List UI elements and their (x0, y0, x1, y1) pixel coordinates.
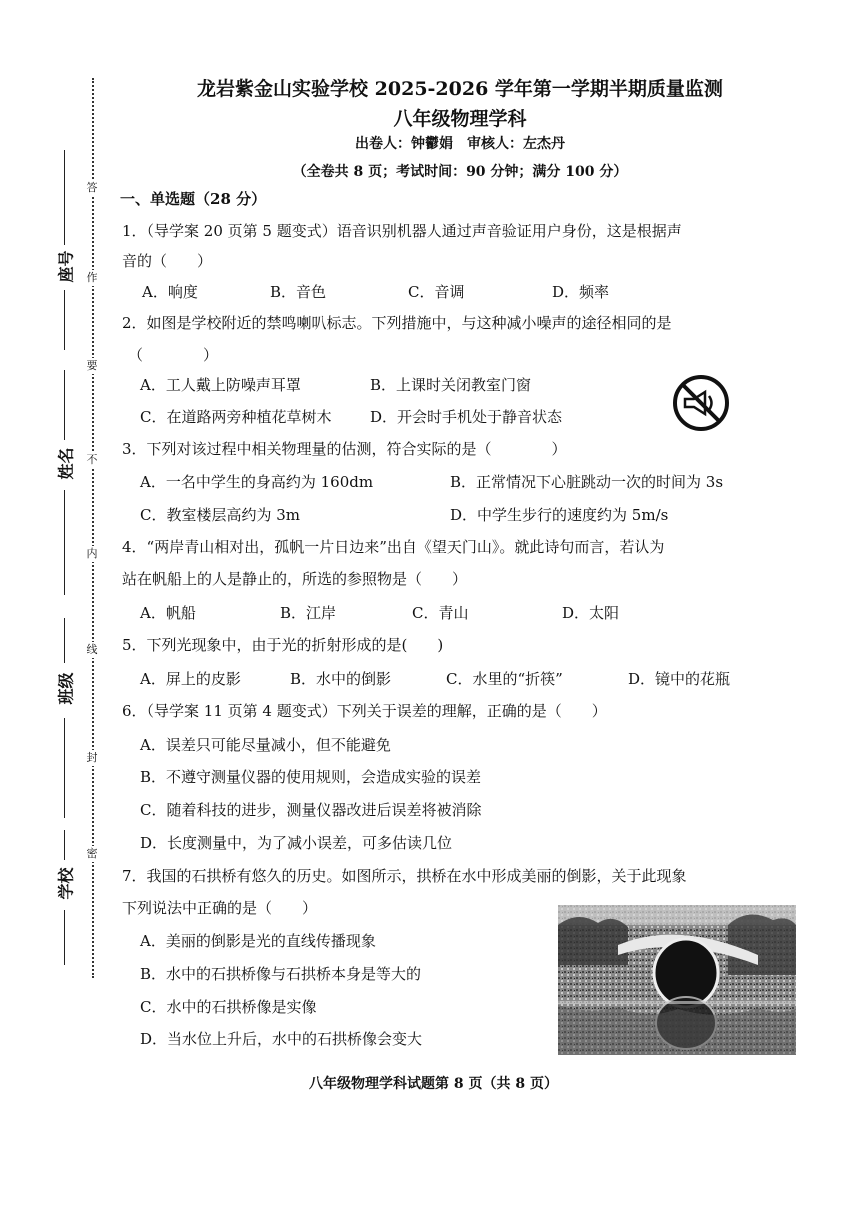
q4-option-a[interactable]: A．帆船 (140, 604, 196, 622)
page-footer: 八年级物理学科试题第 8 页（共 8 页） (309, 1076, 558, 1092)
q6-option-b[interactable]: B．不遵守测量仪器的使用规则，会造成实验的误差 (140, 768, 482, 786)
class-label: 班级 (56, 672, 76, 705)
q3-option-b[interactable]: B．正常情况下心脏跳动一次的时间为 3s (450, 473, 724, 491)
seal-char: 要 (84, 358, 100, 374)
q7-option-b[interactable]: B．水中的石拱桥像与石拱桥本身是等大的 (140, 965, 422, 983)
seal-char: 密 (84, 846, 100, 862)
seal-char: 不 (84, 452, 100, 468)
seal-char: 线 (84, 642, 100, 658)
q2-option-b[interactable]: B．上课时关闭教室门窗 (370, 376, 532, 394)
seat-number-field[interactable] (52, 150, 78, 350)
q6-option-d[interactable]: D．长度测量中，为了减小误差，可多估读几位 (140, 834, 453, 852)
q2-option-a[interactable]: A．工人戴上防噪声耳罩 (140, 376, 301, 394)
q2-option-d[interactable]: D．开会时手机处于静音状态 (370, 408, 563, 426)
school-label: 学校 (56, 867, 76, 900)
seat-number-label: 座号 (56, 250, 76, 283)
no-honking-sign-icon (672, 374, 730, 432)
arch-bridge-photo (558, 905, 796, 1055)
seal-char: 作 (84, 270, 100, 286)
q2-stem-cont: （ ） (128, 346, 219, 364)
q4-stem: 4．“两岸青山相对出，孤帆一片日边来”出自《望天门山》。就此诗句而言，若认为 (122, 538, 665, 556)
q3-stem: 3．下列对该过程中相关物理量的估测，符合实际的是（ ） (122, 440, 567, 458)
q1-option-c[interactable]: C．音调 (408, 283, 465, 301)
class-field[interactable] (52, 618, 78, 818)
seal-char: 内 (84, 546, 100, 562)
q6-stem: 6．（导学案 11 页第 4 题变式）下列关于误差的理解，正确的是（ ） (122, 702, 607, 720)
q5-option-a[interactable]: A．屏上的皮影 (140, 670, 241, 688)
q5-option-b[interactable]: B．水中的倒影 (290, 670, 392, 688)
q3-option-d[interactable]: D．中学生步行的速度约为 5m/s (450, 506, 669, 524)
exam-subject: 八年级物理学科 (393, 108, 527, 130)
seal-dotted-line (92, 78, 94, 978)
q5-option-c[interactable]: C．水里的“折筷” (446, 670, 563, 688)
q7-option-a[interactable]: A．美丽的倒影是光的直线传播现象 (140, 932, 376, 950)
q1-stem: 1．（导学案 20 页第 5 题变式）语音识别机器人通过声音验证用户身份，这是根据声 (122, 222, 682, 240)
school-field[interactable] (52, 830, 78, 970)
exam-info: （全卷共 8 页；考试时间：90 分钟；满分 100 分） (292, 164, 628, 180)
q5-stem: 5．下列光现象中，由于光的折射形成的是( ) (122, 636, 444, 654)
q4-stem-cont: 站在帆船上的人是静止的，所选的参照物是（ ） (122, 570, 468, 588)
q1-option-a[interactable]: A．响度 (142, 283, 198, 301)
q3-option-c[interactable]: C．教室楼层高约为 3m (140, 506, 301, 524)
q6-option-c[interactable]: C．随着科技的进步，测量仪器改进后误差将被消除 (140, 801, 482, 819)
exam-authors: 出卷人：钟鬱娟 审核人：左杰丹 (355, 136, 565, 152)
section-heading: 一、单选题（28 分） (120, 190, 267, 208)
name-label: 姓名 (56, 447, 76, 480)
name-field[interactable] (52, 370, 78, 600)
q4-option-d[interactable]: D．太阳 (562, 604, 620, 622)
seal-char: 答 (84, 180, 100, 196)
q4-option-b[interactable]: B．江岸 (280, 604, 337, 622)
q6-option-a[interactable]: A．误差只可能尽量减小，但不能避免 (140, 736, 391, 754)
seal-char: 封 (84, 750, 100, 766)
q1-option-b[interactable]: B．音色 (270, 283, 327, 301)
q7-stem-cont: 下列说法中正确的是（ ） (122, 899, 318, 917)
q2-option-c[interactable]: C．在道路两旁种植花草树木 (140, 408, 332, 426)
q2-stem: 2．如图是学校附近的禁鸣喇叭标志。下列措施中，与这种减小噪声的途径相同的是 (122, 314, 672, 332)
q1-stem-cont: 音的（ ） (122, 252, 213, 270)
q4-option-c[interactable]: C．青山 (412, 604, 469, 622)
q1-option-d[interactable]: D．频率 (552, 283, 610, 301)
q3-option-a[interactable]: A．一名中学生的身高约为 160dm (140, 473, 374, 491)
q7-stem: 7．我国的石拱桥有悠久的历史。如图所示，拱桥在水中形成美丽的倒影，关于此现象 (122, 867, 687, 885)
q5-option-d[interactable]: D．镜中的花瓶 (628, 670, 731, 688)
q7-option-c[interactable]: C．水中的石拱桥像是实像 (140, 998, 317, 1016)
exam-title: 龙岩紫金山实验学校 2025-2026 学年第一学期半期质量监测 (197, 78, 723, 100)
q7-option-d[interactable]: D．当水位上升后，水中的石拱桥像会变大 (140, 1030, 423, 1048)
